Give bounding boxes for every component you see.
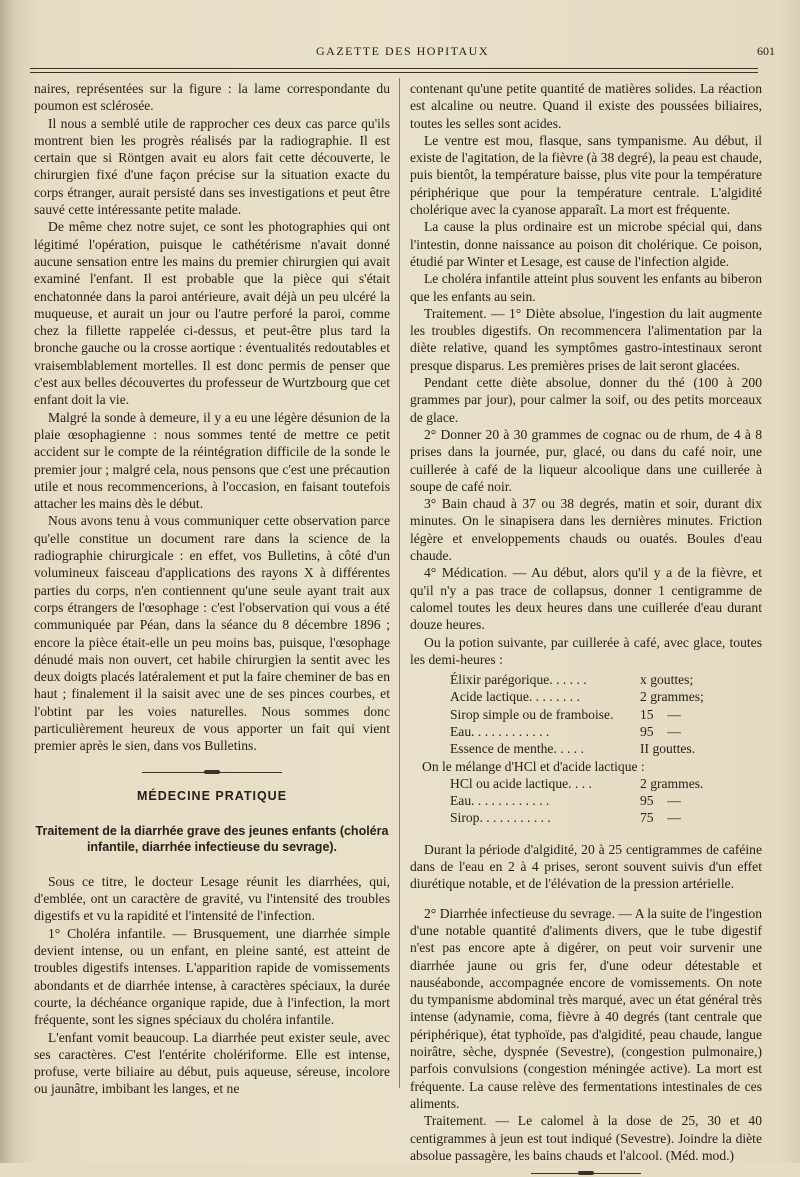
prescription-item: Élixir parégorique. . . . . . [450,672,587,688]
paragraph: 3° Bain chaud à 37 ou 38 degrés, matin et soir, durant dix minutes. On le sinapisera dans les dernières minutes. Friction légère et enveloppements chauds ou ouatés. Boules d'eau chaude. [410,496,762,564]
paragraph: Sous ce titre, le docteur Lesage réunit les diarrhées, qui, d'emblée, ont un caractère de gravité, vu l'intensité des troubles digestifs et vu la rapidité et l'intensité de l'infection. [34,873,390,924]
section-title: MÉDECINE PRATIQUE [136,788,288,803]
paragraph: Traitement. — 1° Diète absolue, l'ingestion du lait augmente les troubles digestifs. On recommencera l'alimentation par la diète relative, quand les symptômes gastro-intestinaux seront presque disparus. Les premières prises de lait seront glacées. [410,305,762,373]
paragraph: Traitement. — Le calomel à la dose de 25, 30 et 40 centigrammes à jeun est tout indiqué (Sevestre). Joindre la diète absolue passagère, les bains chauds et l'alcool. (Méd. mod.) [410,1113,762,1163]
prescription-qty: x gouttes; [640,672,694,688]
prescription-item: Eau. . . . . . . . . . . . [450,793,550,809]
prescription-item: Sirop simple ou de framboise. [450,706,614,722]
paragraph: Malgré la sonde à demeure, il y a eu une légère désunion de la plaie œsophagienne : nous sommes tenté de mettre ce petit accident sur le compte de la réintégration difficile de la sonde le premier jour ; malgré cela, nous pensons que c'est une précaution utile et nous recommencerions, à l'occasion, en faisant toutefois attacher les mains dès le début. [34,409,390,512]
prescription-row [410,706,762,723]
prescription-row [410,809,762,826]
paragraph: Le ventre est mou, flasque, sans tympanisme. Au début, il existe de l'agitation, de la fièvre (à 38 degré), la peau est chaude, puis bientôt, la température baisse, plus vite pour la température périphérique que pour la température centrale. L'algidité cholérique avec la cyanose apparaît. La mort est fréquente. [410,132,762,218]
paragraph: Durant la période d'algidité, 20 à 25 centigrammes de caféine dans de l'eau en 2 à 4 prises, seront souvent suivis d'un effet diurétique notable, et de l'élévation de la pression artérielle. [410,841,762,892]
article-title: Traitement de la diarrhée grave des jeunes enfants (choléra infantile, diarrhée infectieuse du sevrage). [35,823,389,854]
paragraph: 4° Médication. — Au début, alors qu'il y a de la fièvre, et qu'il n'y a pas trace de collapsus, donner 1 centigramme de calomel toutes les deux heures dans une cuillerée d'eau durant douze heures. [410,565,762,633]
header-rule-thick [30,68,758,69]
page-header [30,44,775,62]
paragraph: contenant qu'une petite quantité de matières solides. La réaction est alcaline ou neutre. Quand il existe des poussées biliaires, toutes les selles sont acides. [410,81,762,131]
paragraph: L'enfant vomit beaucoup. La diarrhée peut exister seule, avec ses caractères. C'est l'entérite cholériforme. Elle est intense, profuse, verte biliaire au début, puis aqueuse, séreuse, incolore ou jaunâtre, imbibant les langes, et ne [34,1029,390,1097]
prescription-qty: 15 — [640,706,681,722]
prescription-row [410,792,762,809]
header-rule-thin [30,72,758,73]
prescription-qty: 2 grammes; [640,689,704,705]
paragraph: 2° Diarrhée infectieuse du sevrage. — A la suite de l'ingestion d'une notable quantité d'aliments divers, que le tube digestif n'est pas encore apte à digérer, on peut voir survenir une diarrhée jaune ou gris fer, d'une odeur détestable et nauséabonde, accompagnée encore de vomissements. On note du tympanisme abdominal très marqué, avec un état général très intense (adynamie, coma, fièvre à 40 degrés (tant centrale que périphérique), état typhoïde, pas d'algidité, peau chaude, langue noirâtre, sèche, dyspnée (Sevestre), (congestion pulmonaire,) parfois convulsions (congestion méningée active). La mort est fréquente. La cause relève des fermentations intestinales de ces aliments. [410,905,762,1111]
column-divider [399,78,400,1088]
paragraph: naires, représentées sur la figure : la lame correspondante du poumon est sclérosée. [34,81,390,114]
prescription-item: Essence de menthe. . . . . [450,741,585,757]
page-number: 601 [757,44,775,58]
prescription-item: Eau. . . . . . . . . . . . [450,723,550,739]
paragraph: De même chez notre sujet, ce sont les photographies qui ont légitimé l'opération, puisque le cathétérisme n'avait donné aucune sensation entre les mains du premier chirurgien qui avait examiné l'enfant. Il est probable que la pièce qui s'était enchatonnée dans la paroi antérieure, avait déjà un peu ulcéré la muqueuse, et aurait un jour ou l'autre perforé la paroi, comme chez la fillette rappelée ci-dessus, et peut-être plus tard la bronche gauche ou la crosse aortique : éventualités redoutables et vraisemblablement mortelles. Il est donc permis de penser que c'est aux belles découvertes du professeur de Wurtzbourg que cet enfant doit la vie. [34,219,390,408]
prescription-item: Sirop. . . . . . . . . . . [450,810,551,826]
prescription-item: Acide lactique. . . . . . . . [450,689,580,705]
paragraph: Ou la potion suivante, par cuillerée à café, avec glace, toutes les demi-heures : [410,634,762,667]
section-separator [142,769,282,776]
prescription-qty: 95 — [640,723,681,739]
prescription-item: HCl ou acide lactique. . . . [450,775,592,791]
prescription-qty: 2 grammes. [640,775,704,791]
left-column [34,80,390,1140]
article-end-separator [531,1170,641,1177]
prescription-row [410,740,762,757]
paragraph: Le choléra infantile atteint plus souvent les enfants au biberon que les enfants au sein. [410,271,762,304]
paragraph: Il nous a semblé utile de rapprocher ces deux cas parce qu'ils montrent bien les progrès réalisés par la radiographie. Il est certain que si Röntgen avait eu alors fait cette découverte, le chirurgien fixé d'une façon précise sur la situation exacte du corps étranger, aurait persisté dans ses investigations et peut être sauvé cette intéressante petite malade. [34,115,390,218]
right-column [410,80,762,1163]
prescription-qty: II gouttes. [640,741,696,757]
prescription-qty: 75 — [640,810,681,826]
prescription-qty: 95 — [640,793,681,809]
prescription-list [410,671,762,827]
prescription-row [410,671,762,688]
paragraph: 1° Choléra infantile. — Brusquement, une diarrhée simple devient intense, ou un enfant, en pleine santé, est atteint de troubles digestifs intenses. L'apparition rapide de vomissements abondants et de diarrhée intense, à caractères spéciaux, la durée courte, la déchéance organique rapide, due à l'infection, la mort fréquente, sont les signes spéciaux du choléra infantile. [34,925,390,1028]
paragraph: Pendant cette diète absolue, donner du thé (100 à 200 grammes par jour), pour calmer la soif, ou des petits morceaux de glace. [410,375,762,425]
paragraph: 2° Donner 20 à 30 grammes de cognac ou de rhum, de 4 à 8 prises dans la journée, pur, glacé, ou dans du café noir, une cuillerée à café de la liqueur alcoolique dans une cuillerée à soupe de café noir. [410,426,762,494]
prescription-intro: On le mélange d'HCl et d'acide lactique : [422,758,645,774]
paragraph: La cause la plus ordinaire est un microbe spécial qui, dans l'intestin, donne naissance au poison dit cholérique. Ce poison, étudié par Winter et Lesage, est cause de l'infection algide. [410,219,762,269]
paragraph: Nous avons tenu à vous communiquer cette observation parce qu'elle constitue un document rare dans la science de la radiographie chirurgicale : en effet, vos Bulletins, à côté d'un volumineux faisceau d'applications des rayons X à différentes parties du corps, n'en contiennent qu'une seule ayant trait aux corps étrangers de l'œsophage : c'est l'observation qui vous a été communiquée par Péan, dans la séance du 8 décembre 1896 ; encore la pièce était-elle un peu moins bas, puisque, l'œsophage dénudé mais non ouvert, cet habile chirurgien la sentit avec les deux doigts placés latéralement et put la faire cheminer de bas en haut ; finalement il la saisit avec une de ses pinces courbes, et l'obtint par les voies naturelles. Nous sommes donc particulièrement heureux de vous apporter un fait qui vient premier après le sien, dans vos Bulletins. [34,513,390,754]
prescription-row [410,688,762,705]
prescription-row [410,723,762,740]
prescription-row [410,775,762,792]
publication-title: GAZETTE DES HOPITAUX [315,44,490,58]
